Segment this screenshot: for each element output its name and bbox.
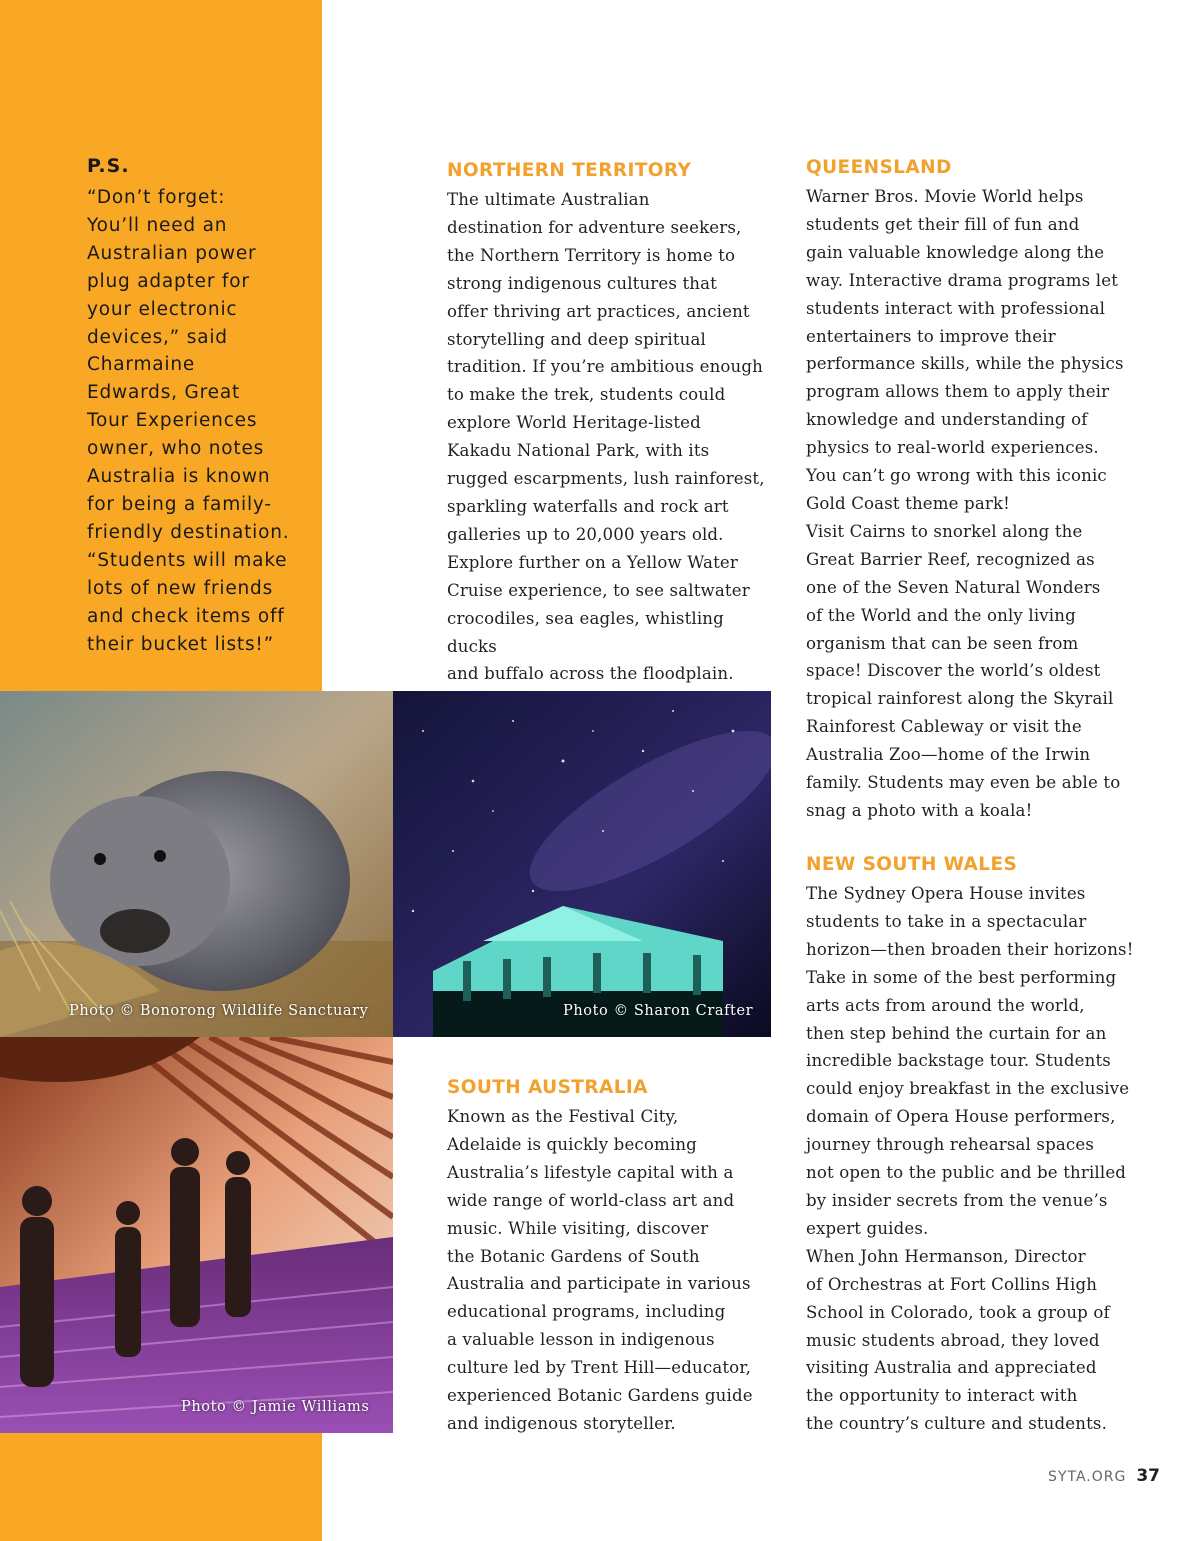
new-south-wales-heading: NEW SOUTH WALES bbox=[806, 854, 1018, 875]
page-footer bbox=[1048, 1466, 1160, 1486]
night-sky-image bbox=[393, 691, 771, 1037]
night-sky-photo bbox=[393, 691, 771, 1037]
northern-territory-body: The ultimate Australian destination for adventure seekers, the Northern Territory is home to strong indigenous cultures that offer thriving art practices, ancient storytelling and deep spiritual tradition. If you’re ambitious enough to make the trek, students could explore World Heritage-listed Kakadu National Park, with its rugged escarpments, lush rainforest, sparkling waterfalls and rock art galleries up to 20,000 years old. Explore further on a Yellow Water Cruise experience, to see saltwater crocodiles, sea eagles, whistling ducks and buffalo across the floodplain. bbox=[447, 190, 765, 684]
ps-heading: P.S. bbox=[87, 155, 130, 177]
ps-sidebar bbox=[87, 154, 307, 658]
opera-house-photo bbox=[0, 1037, 393, 1433]
wombat-photo-credit: Photo © Bonorong Wildlife Sanctuary bbox=[69, 1003, 369, 1019]
south-australia-body: Known as the Festival City, Adelaide is quickly becoming Australia’s lifestyle capital with a wide range of world-class art and music. While visiting, discover the Botanic Gardens of South Australia and participate in various educational programs, including a valuable lesson in indigenous culture led by Trent Hill—educator, experienced Botanic Gardens guide and indigenous storyteller. bbox=[447, 1107, 753, 1433]
south-australia-heading: SOUTH AUSTRALIA bbox=[447, 1077, 648, 1098]
night-sky-photo-credit: Photo © Sharon Crafter bbox=[563, 1003, 754, 1019]
south-australia-section bbox=[447, 1075, 777, 1438]
ps-quote: “Don’t forget: You’ll need an Australian power plug adapter for your electronic devices,” said Charmaine Edwards, Great Tour Experiences owner, who notes Australia is known for being a family- friendly destination. “Students will make lots of new friends and check items off their bucket lists!” bbox=[87, 187, 290, 655]
page-number: 37 bbox=[1136, 1466, 1160, 1486]
wombat-image bbox=[0, 691, 393, 1037]
queensland-section bbox=[806, 155, 1146, 825]
footer-site: SYTA.ORG bbox=[1048, 1469, 1127, 1485]
northern-territory-heading: NORTHERN TERRITORY bbox=[447, 160, 692, 181]
opera-house-photo-credit: Photo © Jamie Williams bbox=[181, 1399, 370, 1415]
queensland-body: Warner Bros. Movie World helps students get their fill of fun and gain valuable knowledge along the way. Interactive drama programs let students interact with professional entertainers to improve their performance skills, while the physics program allows them to apply their knowledge and understanding of physics to real-world experiences. You can’t go wrong with this iconic Gold Coast theme park! Visit Cairns to snorkel along the Great Barrier Reef, recognized as one of the Seven Natural Wonders of the World and the only living organism that can be seen from space! Discover the world’s oldest tropical rainforest along the Skyrail Rainforest Cableway or visit the Australia Zoo—home of the Irwin family. Students may even be able to snag a photo with a koala! bbox=[806, 187, 1124, 820]
new-south-wales-section bbox=[806, 852, 1146, 1438]
opera-house-image bbox=[0, 1037, 393, 1433]
northern-territory-section bbox=[447, 158, 777, 688]
queensland-heading: QUEENSLAND bbox=[806, 157, 952, 178]
new-south-wales-body: The Sydney Opera House invites students to take in a spectacular horizon—then broaden their horizons! Take in some of the best performing arts acts from around the world, then step behind the curtain for an incredible backstage tour. Students could enjoy breakfast in the exclusive domain of Opera House performers, journey through rehearsal spaces not open to the public and be thrilled by insider secrets from the venue’s expert guides. When John Hermanson, Director of Orchestras at Fort Collins High School in Colorado, took a group of music students abroad, they loved visiting Australia and appreciated the opportunity to interact with the country’s culture and students. bbox=[806, 884, 1134, 1434]
wombat-photo bbox=[0, 691, 393, 1037]
